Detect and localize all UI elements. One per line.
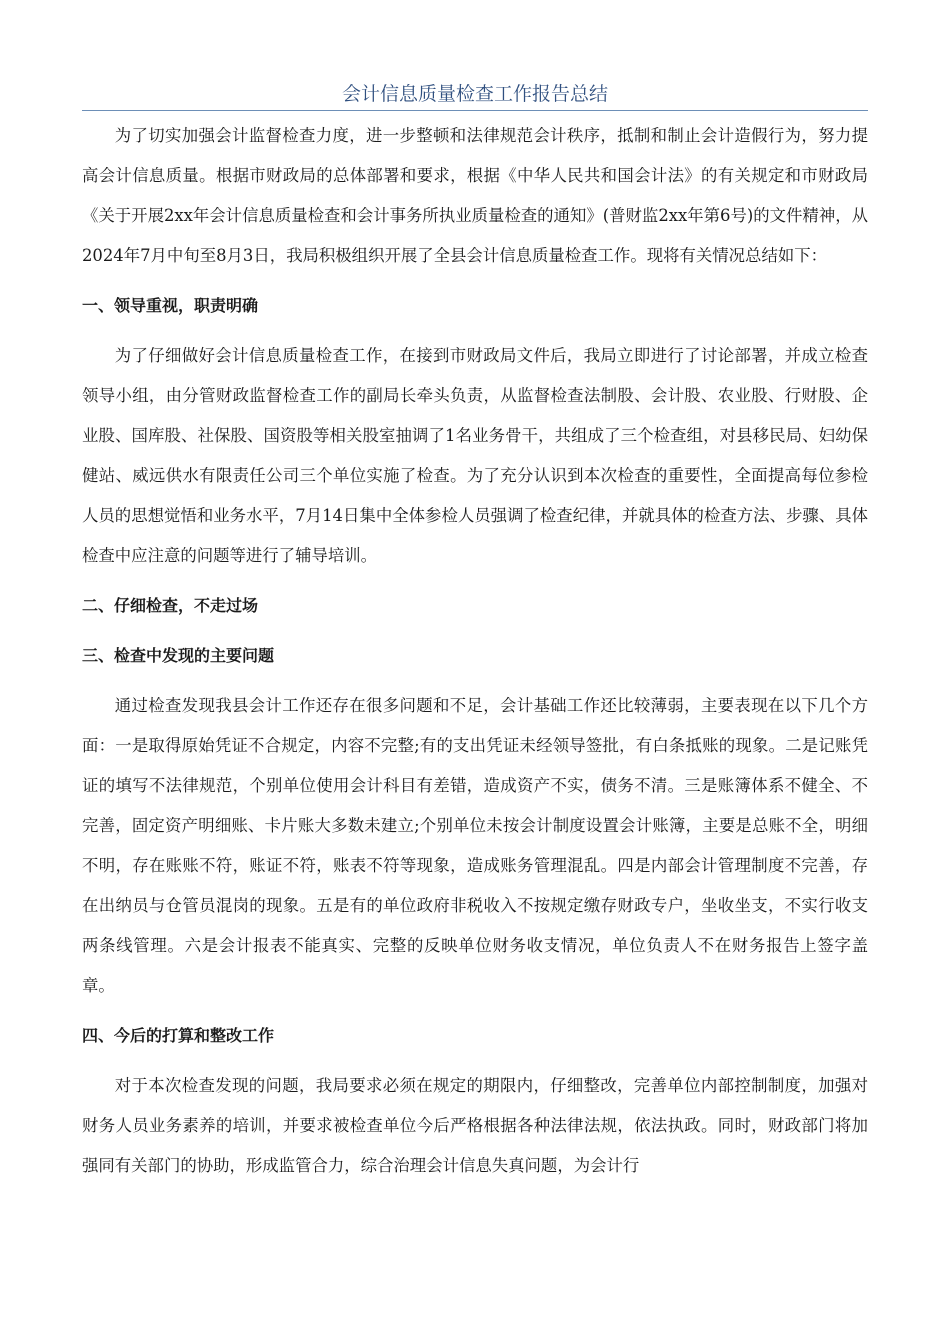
spacer: [82, 626, 868, 636]
section-3-body: 通过检查发现我县会计工作还存在很多问题和不足，会计基础工作还比较薄弱，主要表现在以下几个方面：一是取得原始凭证不合规定，内容不完整;有的支出凭证未经领导签批，有白条抵账的现象。二是记账凭证的填写不法律规范，个别单位使用会计科目有差错，造成资产不实，债务不清。三是账簿体系不健全、不完善，固定资产明细账、卡片账大多数未建立;个别单位未按会计制度设置会计账簿，主要是总账不全，明细不明，存在账账不符，账证不符，账表不符等现象，造成账务管理混乱。四是内部会计管理制度不完善，存在出纳员与仓管员混岗的现象。五是有的单位政府非税收入不按规定缴存财政专户，坐收坐支，不实行收支两条线管理。六是会计报表不能真实、完整的反映单位财务收支情况，单位负责人不在财务报告上签字盖章。: [82, 696, 868, 995]
spacer: [82, 326, 868, 336]
spacer: [82, 1006, 868, 1016]
title-divider: [82, 110, 868, 111]
section-2-heading: 二、仔细检查，不走过场: [82, 596, 259, 615]
intro-paragraph: 为了切实加强会计监督检查力度，进一步整顿和法律规范会计秩序，抵制和制止会计造假行为，努力提高会计信息质量。根据市财政局的总体部署和要求，根据《中华人民共和国会计法》的有关规定和市财政局《关于开展2xx年会计信息质量检查和会计事务所执业质量检查的通知》(普财监2xx年第6号)的文件精神，从2024年7月中旬至8月3日，我局积极组织开展了全县会计信息质量检查工作。现将有关情况总结如下：: [82, 126, 868, 265]
spacer: [82, 676, 868, 686]
section-3-heading: 三、检查中发现的主要问题: [82, 646, 275, 665]
spacer: [82, 276, 868, 286]
section-1-body: 为了仔细做好会计信息质量检查工作，在接到市财政局文件后，我局立即进行了讨论部署，并成立检查领导小组，由分管财政监督检查工作的副局长牵头负责，从监督检查法制股、会计股、农业股、行财股、企业股、国库股、社保股、国资股等相关股室抽调了1名业务骨干，共组成了三个检查组，对县移民局、妇幼保健站、威远供水有限责任公司三个单位实施了检查。为了充分认识到本次检查的重要性，全面提高每位参检人员的思想觉悟和业务水平，7月14日集中全体参检人员强调了检查纪律，并就具体的检查方法、步骤、具体检查中应注意的问题等进行了辅导培训。: [82, 346, 868, 565]
spacer: [82, 576, 868, 586]
section-1-heading: 一、领导重视，职责明确: [82, 296, 259, 315]
section-4-body: 对于本次检查发现的问题，我局要求必须在规定的期限内，仔细整改，完善单位内部控制制度，加强对财务人员业务素养的培训，并要求被检查单位今后严格根据各种法律法规，依法执政。同时，财政部门将加强同有关部门的协助，形成监管合力，综合治理会计信息失真问题，为会计行: [82, 1076, 868, 1175]
section-4-heading: 四、今后的打算和整改工作: [82, 1026, 275, 1045]
spacer: [82, 1056, 868, 1066]
document-title: 会计信息质量检查工作报告总结: [341, 83, 608, 105]
document-body: [82, 116, 868, 1186]
